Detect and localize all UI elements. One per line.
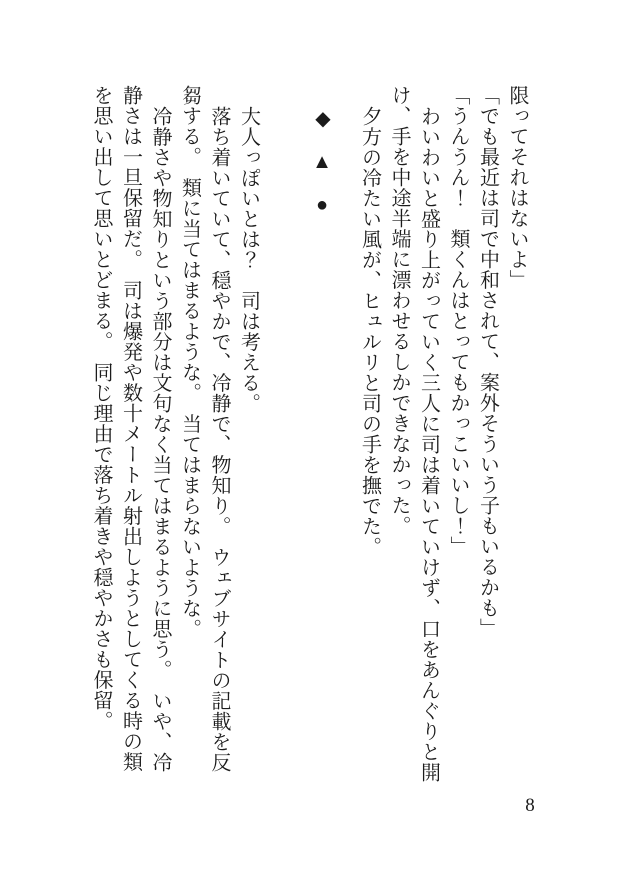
narration-paragraph: 冷静さや物知りという部分は文句なく当てはまるように思う。 いや、冷静さは一旦保留だ。 司は爆発や数十メートル射出しようとしてくる時の類を思い出して思いとどまる。 同じ理由で落ち着きや穏やかさも保留。 — [90, 85, 171, 772]
vertical-text-block — [86, 85, 532, 783]
narration-paragraph: 大人っぽいとは？ 司は考える。 — [237, 105, 260, 413]
narration-paragraph: 夕方の冷たい風が、ヒュルリと司の手を撫でた。 — [358, 105, 381, 557]
section-divider: ◆ ▲ ● — [311, 105, 333, 216]
narration-paragraph: わいわいと盛り上がっていく三人に司は着いていけず、口をあんぐりと開け、手を中途半端に漂わせるしかできなかった。 — [388, 85, 440, 782]
paragraph-continued-line: 限ってそれはないよ」 — [506, 85, 528, 290]
dialogue-paragraph: 「でも最近は司で中和されて、案外そういう子もいるかも」 — [476, 85, 499, 639]
dialogue-paragraph: 「うんうん！ 類くんはとってもかっこいいし！」 — [447, 85, 469, 557]
page-number: 8 — [525, 795, 535, 816]
narration-paragraph: 落ち着いていて、穏やかで、冷静で、物知り。 ウェブサイトの記載を反芻する。 類に当てはまるような。 当てはまらないような。 — [178, 85, 230, 772]
